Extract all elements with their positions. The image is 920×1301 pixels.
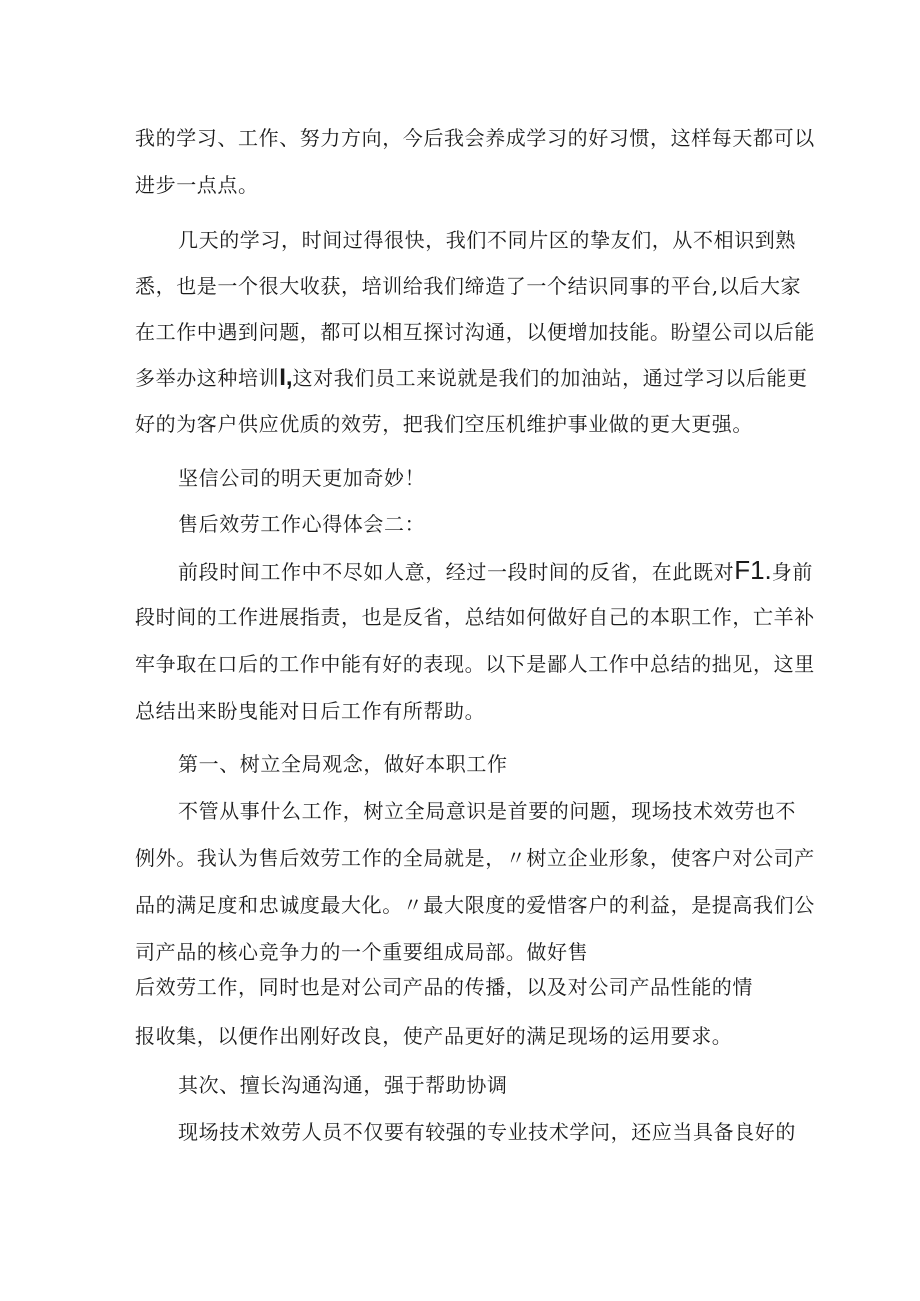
text-line: 好的为客户供应优质的效劳，把我们空压机维护事业做的更大更强。 xyxy=(135,412,753,436)
paragraph-first-line: 不管从事什么工作，树立全局意识是首要的问题，现场技术效劳也不 xyxy=(178,799,796,823)
text-segment: 身前 xyxy=(771,560,813,584)
text-line: 例外。我认为售后效劳工作的全局就是，〃树立企业形象，使客户对公司产 xyxy=(135,846,815,870)
latin-fragment: I, xyxy=(279,364,293,391)
text-line: 在工作中遇到问题，都可以相互探讨沟通，以便增加技能。盼望公司以后能 xyxy=(135,320,815,344)
paragraph-line: 坚信公司的明天更加奇妙！ xyxy=(178,466,426,490)
paragraph-first-line-mixed xyxy=(178,556,813,586)
text-line: 总结出来盼曳能对日后工作有所帮助。 xyxy=(135,699,486,723)
text-segment: 前段时间工作中不尽如人意，经过一段时间的反省，在此既对 xyxy=(178,560,735,584)
text-line: 报收集，以便作出刚好改良，使产品更好的满足现场的运用要求。 xyxy=(135,1024,733,1048)
text-line: 牢争取在口后的工作中能有好的表现。以下是鄙人工作中总结的拙见，这里 xyxy=(135,652,815,676)
subheading-second: 其次、擅长沟通沟通，强于帮助协调 xyxy=(178,1073,508,1097)
section-heading: 售后效劳工作心得体会二： xyxy=(178,512,426,536)
text-segment: 这对我们员工来说就是我们的加油站，通过学习以后能更 xyxy=(292,366,808,390)
text-line: 悉，也是一个很大收获，培训给我们缔造了一个结识同事的平台,以后大家 xyxy=(135,274,802,298)
text-line-mixed xyxy=(135,364,808,392)
paragraph-first-line: 现场技术效劳人员不仅要有较强的专业技术学问，还应当具备良好的 xyxy=(178,1120,796,1144)
text-line: 进步一点点。 xyxy=(135,173,259,197)
subheading-first: 第一、树立全局观念，做好本职工作 xyxy=(178,752,508,776)
latin-fragment: F1. xyxy=(734,555,772,585)
text-line: 品的满足度和忠诚度最大化。〃最大限度的爱惜客户的利益，是提高我们公 xyxy=(135,893,815,917)
text-line: 我的学习、工作、努力方向，今后我会养成学习的好习惯，这样每天都可以 xyxy=(135,126,815,150)
text-line: 司产品的核心竞争力的一个重要组成局部。做好售 xyxy=(135,940,589,964)
text-line: 后效劳工作，同时也是对公司产品的传播，以及对公司产品性能的情 xyxy=(135,975,753,999)
text-segment: 多举办这种培训 xyxy=(135,366,280,390)
text-line: 段时间的工作进展指责，也是反省，总结如何做好自己的本职工作，亡羊补 xyxy=(135,605,815,629)
paragraph-first-line: 几天的学习，时间过得很快，我们不同片区的挚友们，从不相识到熟 xyxy=(178,228,796,252)
